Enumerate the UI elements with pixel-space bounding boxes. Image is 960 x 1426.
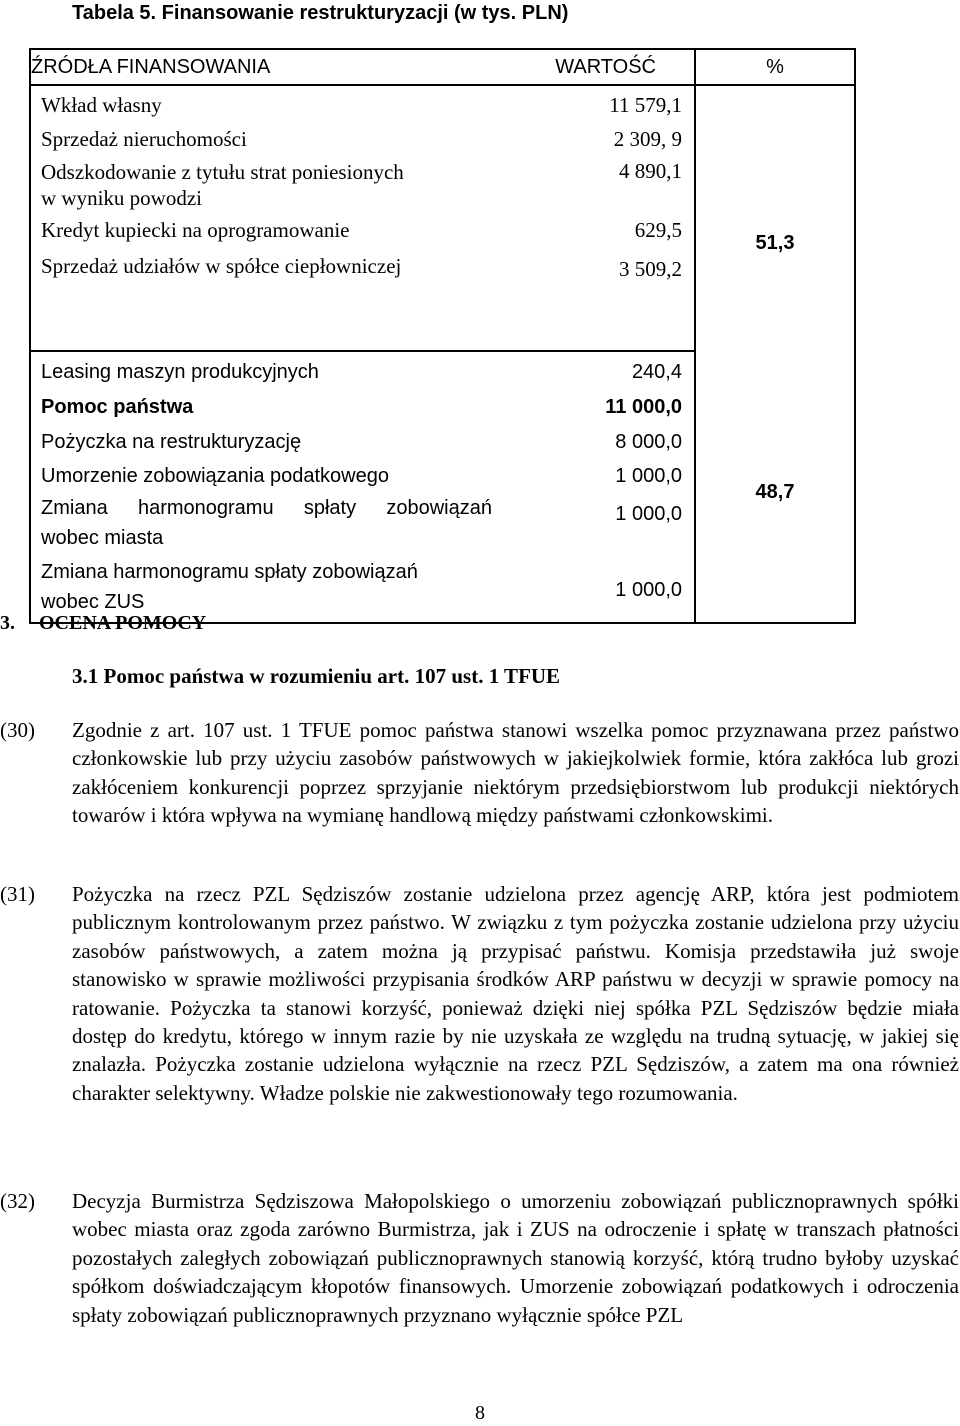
paragraph-number: (32) <box>0 1189 35 1213</box>
table-row <box>31 424 694 459</box>
table-row <box>31 214 694 246</box>
row-label-line1: Zmiana harmonogramu spłaty zobowiązań <box>41 497 492 519</box>
table-header-row <box>30 49 855 85</box>
paragraph-number: (30) <box>0 718 35 742</box>
paragraph-text: Decyzja Burmistrza Sędziszowa Małopolskiego o umorzeniu zobowiązań publicznoprawnych spółki wobec miasta oraz zgoda zarówno Burmistrza, jak i ZUS na odroczenie i spłatę w transzach płatności pozostałych zaległych zobowiązań publicznoprawnych stanowią korzyść, którą trudno byłoby uzyskać spółkom doświadczającym kłopotów finansowych. Umorzenie zobowiązań podatkowych i odroczenia spłaty zobowiązań publicznoprawnych przyznano wyłącznie spółce PZL <box>72 1189 959 1327</box>
paragraph-number: (31) <box>0 882 35 906</box>
row-label: Leasing maszyn produkcyjnych <box>41 360 319 383</box>
table-caption: Tabela 5. Finansowanie restrukturyzacji (w tys. PLN) <box>72 2 569 24</box>
paragraph-text: Pożyczka na rzecz PZL Sędziszów zostanie udzielona przez agencję ARP, która jest podmiotem publicznym kontrolowanym przez państwo. W związku z tym pożyczka zostanie udzielona przy użyciu zasobów państwowych, a zatem można ją przypisać państwu. Komisja przedstawiła już swoje stanowisko w sprawie możliwości przypisania środków ARP państwu w decyzji w sprawie pomocy na ratowanie. Pożyczka ta stanowi korzyść, ponieważ dzięki niej spółka PZL Sędziszów będzie miała dostęp do kredytu, którego w innym razie by nie uzyskała ze względu na trudną sytuację, w jakiej się znalazła. Pożyczka zostanie udzielona wyłącznie na rzecz PZL Sędziszów, a zatem ma ona również charakter selektywny. Władze polskie nie zakwestionowały tego rozumowania. <box>72 882 959 1105</box>
table-row <box>31 122 694 156</box>
row-label-line1: Odszkodowanie z tytułu strat poniesionych <box>41 160 404 184</box>
table-row <box>31 389 694 424</box>
table-row <box>31 88 694 122</box>
section-number: 3. <box>0 612 15 634</box>
group1-cell <box>30 85 695 351</box>
header-value-label: WARTOŚĆ <box>555 56 656 78</box>
row-label <box>41 495 532 551</box>
header-source <box>30 49 695 85</box>
page-number: 8 <box>475 1402 485 1424</box>
group2-row <box>30 351 855 623</box>
row-value: 1 000,0 <box>615 579 682 601</box>
header-percent: % <box>695 49 855 85</box>
subsection-heading: 3.1 Pomoc państwa w rozumieniu art. 107 ust. 1 TFUE <box>72 664 561 688</box>
row-label-line1: Zmiana harmonogramu spłaty zobowiązań <box>41 561 418 583</box>
row-value: 629,5 <box>634 218 682 242</box>
row-label <box>41 559 532 615</box>
row-value: 2 309, 9 <box>613 127 682 151</box>
row-label: Umorzenie zobowiązania podatkowego <box>41 465 389 487</box>
financing-table <box>29 48 856 624</box>
row-label: Pomoc państwa <box>41 395 194 418</box>
row-value: 4 890,1 <box>619 159 682 183</box>
table-row <box>31 493 694 559</box>
row-label: Sprzedaż nieruchomości <box>41 127 247 151</box>
row-label: Wkład własny <box>41 93 162 117</box>
section-title: OCENA POMOCY <box>39 612 207 634</box>
table-row <box>31 246 694 286</box>
group2-cell <box>30 351 695 623</box>
table-row <box>31 459 694 493</box>
row-value: 1 000,0 <box>615 465 682 487</box>
row-value: 240,4 <box>631 360 682 383</box>
table-row <box>31 156 694 214</box>
row-label: Kredyt kupiecki na oprogramowanie <box>41 218 350 242</box>
group1-row <box>30 85 855 351</box>
header-source-label: ŹRÓDŁA FINANSOWANIA <box>31 56 271 78</box>
row-label-line2: wobec ZUS <box>41 591 145 613</box>
row-value: 1 000,0 <box>615 503 682 525</box>
row-label-line2: w wyniku powodzi <box>41 186 202 210</box>
row-value: 3 509,2 <box>619 257 682 281</box>
row-label <box>41 159 532 211</box>
table-row <box>31 354 694 389</box>
group2-percent: 48,7 <box>695 351 855 623</box>
section-heading <box>0 612 206 635</box>
paragraph-text: Zgodnie z art. 107 ust. 1 TFUE pomoc państwa stanowi wszelka pomoc przyznawana przez państwo członkowskie lub przy użyciu zasobów państwowych w jakiejkolwiek formie, która zakłóca lub grozi zakłóceniem konkurencji poprzez sprzyjanie niektórym przedsiębiorstwom lub produkcji niektórych towarów i która wpływa na wymianę handlową między państwami członkowskimi. <box>72 718 959 828</box>
row-value: 8 000,0 <box>615 430 682 453</box>
row-label: Pożyczka na restrukturyzację <box>41 430 302 453</box>
group1-percent: 51,3 <box>695 85 855 351</box>
row-label: Sprzedaż udziałów w spółce ciepłowniczej <box>41 254 402 278</box>
row-value: 11 579,1 <box>609 93 682 117</box>
row-value: 11 000,0 <box>605 395 682 418</box>
row-label-line2: wobec miasta <box>41 527 164 549</box>
